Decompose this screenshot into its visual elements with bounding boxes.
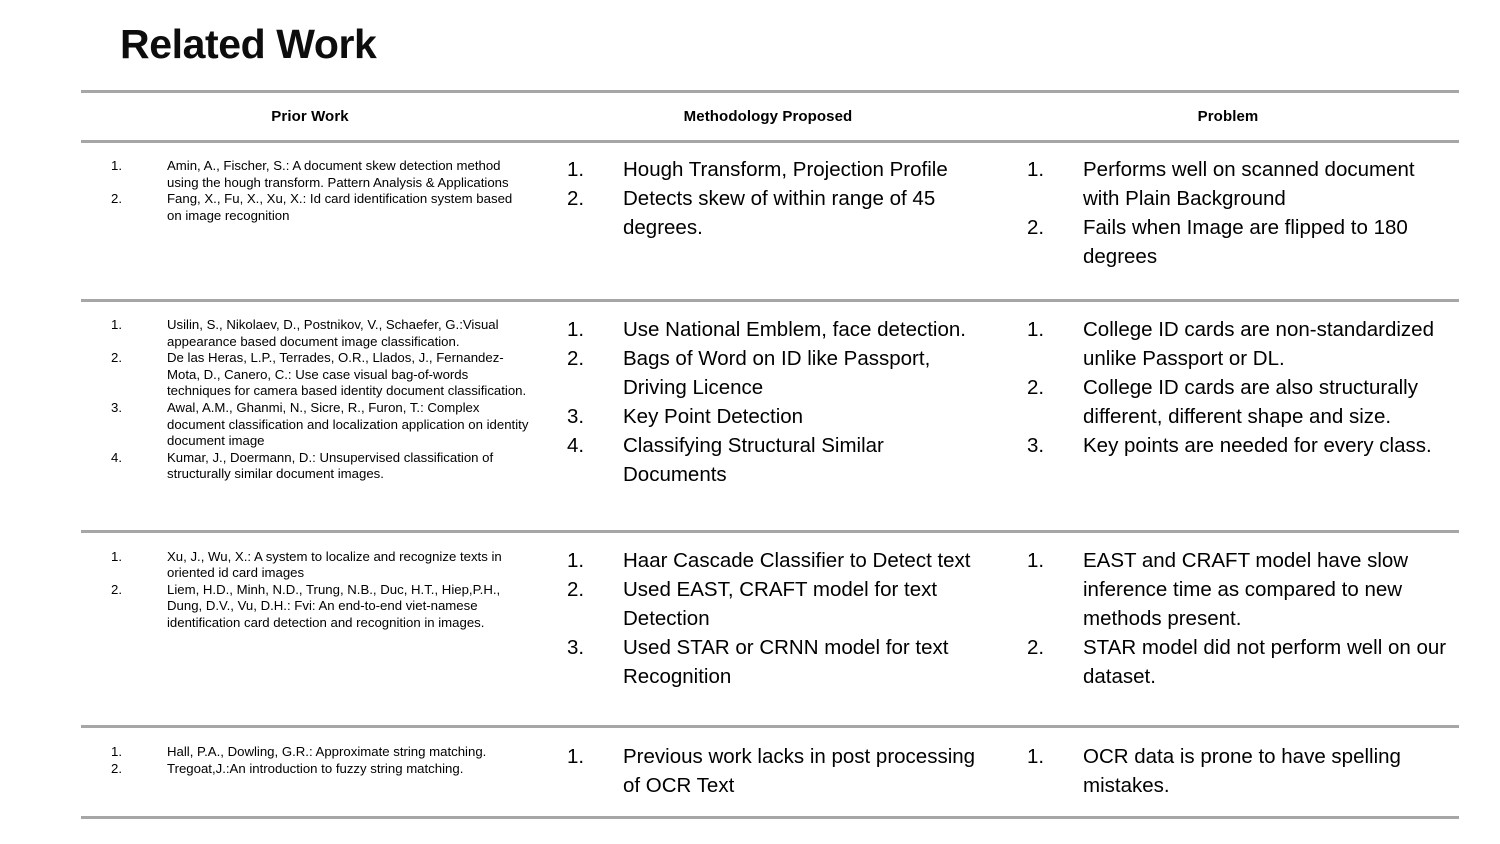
list-item-number: 1. [567, 548, 585, 572]
list-item-number: 3. [111, 399, 122, 415]
list-item-text: Haar Cascade Classifier to Detect text [623, 548, 971, 572]
list-item [539, 344, 997, 402]
list-item-text: Awal, A.M., Ghanmi, N., Sicre, R., Furon, T.: Complex document classification and localization application on identity document image [167, 399, 529, 449]
list-item [81, 450, 539, 483]
list-item-number: 4. [567, 433, 585, 457]
list-item-text: Detects skew of within range of 45 degrees. [623, 187, 936, 239]
list-item-text: Previous work lacks in post processing of OCR Text [623, 744, 976, 797]
list-item-text: Fang, X., Fu, X., Xu, X.: Id card identification system based on image recognition [167, 191, 513, 223]
list-item [997, 546, 1459, 633]
page-title: Related Work [120, 21, 377, 67]
list-item-number: 1. [111, 743, 122, 759]
list-item [539, 575, 997, 633]
list-item-number: 2. [1027, 375, 1045, 399]
list-item-text: Hough Transform, Projection Profile [623, 158, 948, 181]
cell-prior-work [81, 300, 539, 531]
prior-work-list [81, 744, 539, 777]
cell-problem [997, 142, 1459, 301]
cell-prior-work [81, 142, 539, 301]
list-item-number: 2. [567, 577, 585, 601]
list-item [81, 400, 539, 450]
cell-prior-work [81, 531, 539, 726]
list-item [81, 191, 539, 224]
list-item-number: 2. [111, 581, 122, 597]
table-body [81, 142, 1459, 818]
list-item-text: Key points are needed for every class. [1083, 433, 1432, 457]
cell-problem [997, 531, 1459, 726]
table-header-row [81, 92, 1459, 142]
list-item-text: Classifying Structural Similar Documents [623, 433, 884, 486]
list-item-text: STAR model did not perform well on our dataset. [1083, 635, 1447, 688]
list-item [539, 184, 997, 242]
table-row [81, 726, 1459, 817]
list-item-text: De las Heras, L.P., Terrades, O.R., Llados, J., Fernandez-Mota, D., Canero, C.: Use case visual bag-of-words techniques for camera based identity document classification. [167, 350, 527, 399]
list-item [539, 633, 997, 691]
list-item [997, 431, 1459, 460]
cell-methodology [539, 531, 997, 726]
table-row [81, 142, 1459, 301]
list-item [997, 633, 1459, 691]
list-item-number: 1. [567, 744, 585, 768]
list-item-number: 1. [111, 158, 122, 173]
methodology-list [539, 155, 997, 242]
cell-methodology [539, 300, 997, 531]
prior-work-list [81, 317, 539, 483]
methodology-list [539, 546, 997, 691]
prior-work-list [81, 158, 539, 224]
problem-list [997, 315, 1459, 460]
list-item [81, 350, 539, 400]
column-header-methodology-proposed: Methodology Proposed [539, 92, 997, 142]
list-item-number: 1. [1027, 744, 1045, 768]
list-item-text: Kumar, J., Doermann, D.: Unsupervised classification of structurally similar document images. [167, 449, 494, 482]
list-item [997, 155, 1459, 213]
list-item-text: Usilin, S., Nikolaev, D., Postnikov, V., Schaefer, G.:Visual appearance based document image classification. [167, 316, 499, 349]
list-item-number: 2. [111, 191, 122, 207]
list-item-number: 1. [111, 316, 122, 332]
related-work-table-container [81, 90, 1459, 819]
list-item-text: Used STAR or CRNN model for text Recognition [623, 635, 949, 688]
cell-problem [997, 726, 1459, 817]
list-item-text: College ID cards are non-standardized unlike Passport or DL. [1083, 317, 1434, 370]
list-item-number: 2. [1027, 635, 1045, 659]
list-item [997, 315, 1459, 373]
list-item-number: 2. [111, 350, 122, 366]
column-header-prior-work: Prior Work [81, 92, 539, 142]
list-item-text: EAST and CRAFT model have slow inference time as compared to new methods present. [1083, 548, 1409, 630]
list-item [997, 742, 1459, 800]
list-item [81, 549, 539, 582]
list-item-number: 1. [567, 317, 585, 341]
list-item-number: 1. [1027, 548, 1045, 572]
list-item [539, 546, 997, 575]
list-item [81, 158, 539, 191]
list-item-text: Liem, H.D., Minh, N.D., Trung, N.B., Duc, H.T., Hiep,P.H., Dung, D.V., Vu, D.H.: Fvi: An end-to-end viet-namese identification card detection and recognition in images. [167, 581, 501, 630]
list-item-text: Xu, J., Wu, X.: A system to localize and recognize texts in oriented id card images [167, 548, 502, 581]
cell-methodology [539, 726, 997, 817]
list-item-number: 4. [111, 449, 122, 465]
list-item-number: 2. [567, 346, 585, 370]
list-item-text: College ID cards are also structurally different, different shape and size. [1083, 375, 1418, 428]
cell-problem [997, 300, 1459, 531]
list-item-number: 2. [1027, 216, 1045, 239]
list-item [539, 402, 997, 431]
list-item-number: 1. [111, 548, 122, 564]
list-item-text: OCR data is prone to have spelling mistakes. [1083, 744, 1401, 797]
table-row [81, 300, 1459, 531]
list-item-text: Performs well on scanned document with Plain Background [1083, 158, 1415, 210]
list-item-text: Amin, A., Fischer, S.: A document skew detection method using the hough transform. Pattern Analysis & Applications [167, 158, 509, 190]
list-item-text: Bags of Word on ID like Passport, Driving Licence [623, 346, 931, 399]
methodology-list [539, 315, 997, 489]
list-item [997, 213, 1459, 271]
problem-list [997, 742, 1459, 800]
list-item-number: 2. [567, 187, 585, 210]
list-item-number: 1. [567, 158, 585, 181]
problem-list [997, 546, 1459, 691]
list-item-text: Tregoat,J.:An introduction to fuzzy string matching. [167, 760, 464, 776]
list-item-text: Fails when Image are flipped to 180 degrees [1083, 216, 1408, 268]
list-item-number: 3. [567, 404, 585, 428]
table-header [81, 92, 1459, 142]
list-item-text: Key Point Detection [623, 404, 804, 428]
methodology-list [539, 742, 997, 800]
cell-prior-work [81, 726, 539, 817]
list-item-number: 2. [111, 760, 122, 776]
list-item-text: Used EAST, CRAFT model for text Detection [623, 577, 938, 630]
list-item [81, 744, 539, 761]
list-item-text: Hall, P.A., Dowling, G.R.: Approximate string matching. [167, 743, 487, 759]
cell-methodology [539, 142, 997, 301]
list-item [539, 742, 997, 800]
list-item [539, 155, 997, 184]
list-item [81, 317, 539, 350]
problem-list [997, 155, 1459, 271]
list-item [81, 761, 539, 778]
list-item-text: Use National Emblem, face detection. [623, 317, 966, 341]
list-item-number: 3. [567, 635, 585, 659]
list-item-number: 1. [1027, 317, 1045, 341]
related-work-table [81, 90, 1459, 819]
list-item [539, 431, 997, 489]
list-item [539, 315, 997, 344]
list-item [997, 373, 1459, 431]
list-item-number: 1. [1027, 158, 1045, 181]
column-header-problem: Problem [997, 92, 1459, 142]
list-item-number: 3. [1027, 433, 1045, 457]
list-item [81, 582, 539, 632]
table-row [81, 531, 1459, 726]
prior-work-list [81, 549, 539, 632]
